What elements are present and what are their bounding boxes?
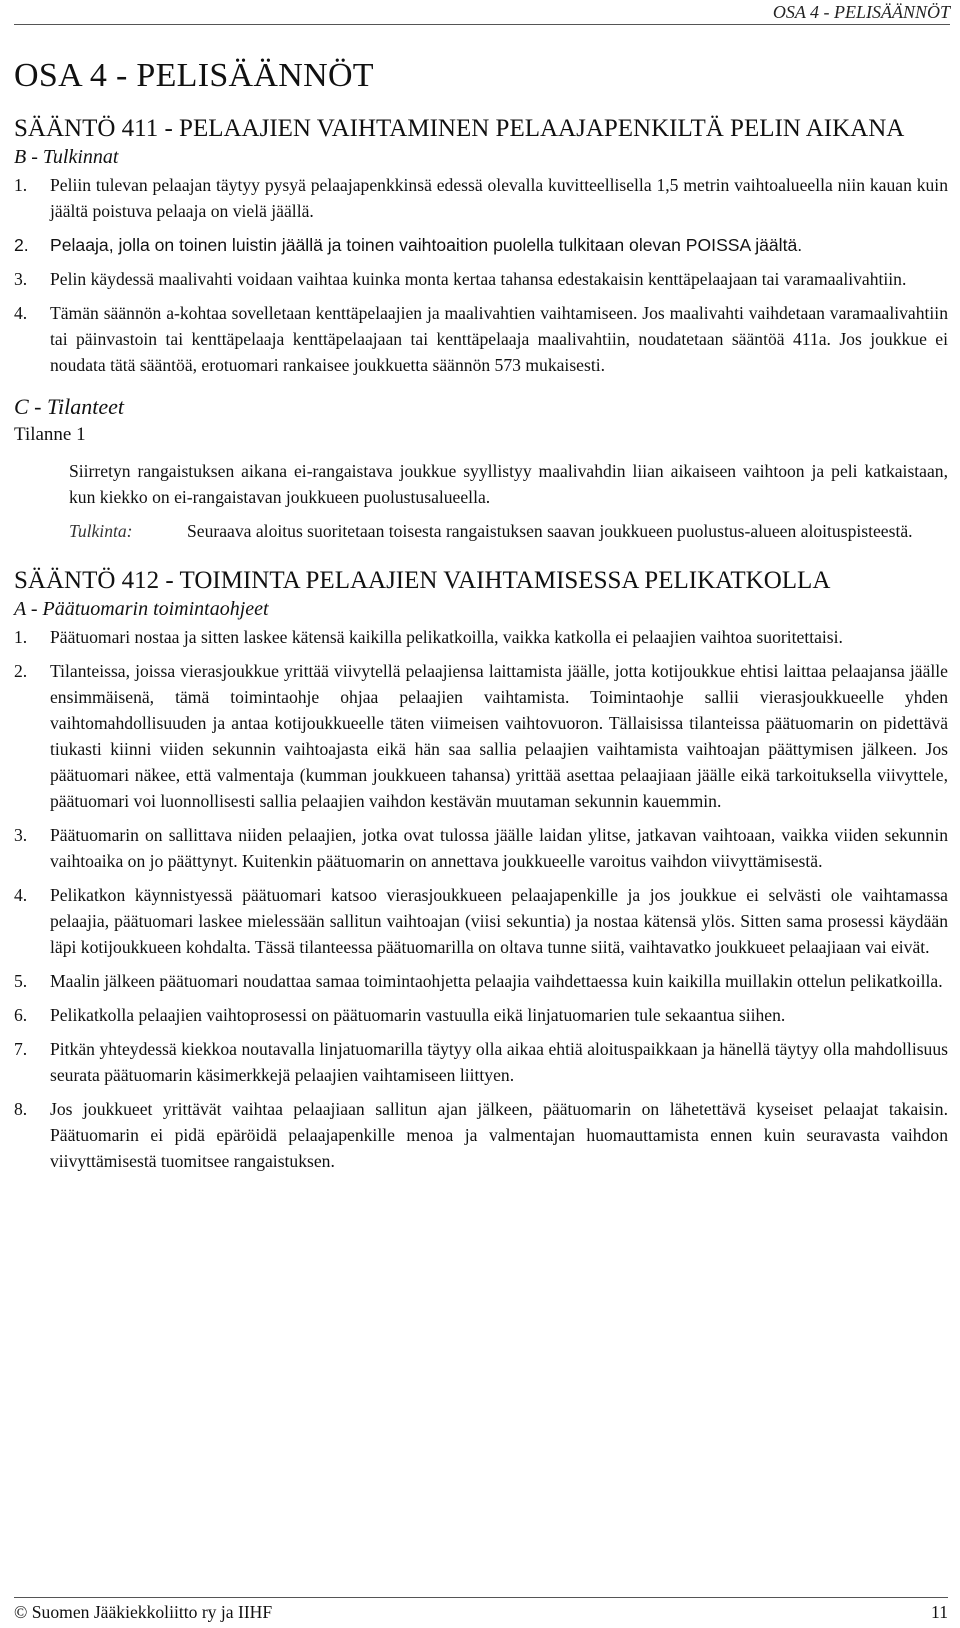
item-number: 8. <box>14 1099 28 1119</box>
section-c-heading: C - Tilanteet <box>14 394 124 419</box>
item-number: 4. <box>14 885 28 905</box>
rule-411-list <box>14 172 948 378</box>
list-item <box>14 968 948 994</box>
item-number: 4. <box>14 303 28 323</box>
rule-412-section <box>14 566 948 1174</box>
item-number: 5. <box>14 971 28 991</box>
interpretation-text: Seuraava aloitus suoritetaan toisesta rangaistuksen saavan joukkueen puolustus-alueen aloituspisteestä. <box>187 521 913 541</box>
item-number: 7. <box>14 1039 28 1059</box>
item-text: Pelin käydessä maalivahti voidaan vaihtaa kuinka monta kertaa tahansa edestakaisin kenttäpelaajaan tai varamaalivahtiin. <box>50 269 907 289</box>
list-item <box>14 266 948 292</box>
section-a-heading: A - Päätuomarin toimintaohjeet <box>14 598 269 620</box>
rule-411-title: SÄÄNTÖ 411 - PELAAJIEN VAIHTAMINEN PELAAJAPENKILTÄ PELIN AIKANA <box>14 115 905 142</box>
item-text: Peliin tulevan pelaajan täytyy pysyä pelaajapenkkinsä edessä olevalla kuvitteellisella 1,5 metrin vaihtoalueella niin kauan kuin jäältä poistuva pelaaja on vielä jäällä. <box>50 175 948 221</box>
list-item <box>14 300 948 378</box>
list-item <box>14 172 948 224</box>
page-content <box>14 56 948 1182</box>
list-item <box>14 882 948 960</box>
part-title: OSA 4 - PELISÄÄNNÖT <box>14 57 374 94</box>
page-number: 11 <box>931 1602 948 1622</box>
item-text: Päätuomarin on sallittava niiden pelaajien, jotka ovat tulossa jäälle laidan ylitse, jatkavan vaihtoaan, vaikka viiden sekunnin vaihtoaika on jo päättynyt. Kuitenkin päätuomarin on annettava joukkueelle varoitus vaihdon viivyttämisestä. <box>50 825 948 871</box>
item-text: Tilanteissa, joissa vierasjoukkue yrittää viivytellä pelaajiensa laittamista jäälle, jotta kotijoukkue ehtisi laittaa pelaajansa jäälle ensimmäisenä, tämä toimintaohje ohjaa pelaajien vaihtamista. Toimintaohje sallii vierasjoukkueelle yhden vaihtomahdollisuuden ja antaa kotijoukkueelle täten viimeisen vaihtovuoron. Tällaisissa tilanteissa päätuomarin on pidettävä tiukasti kiinni viiden sekunnin vaihtoajasta eikä hän saa sallia pelaajien vaihtamista vaihtoajan päättymisen jälkeen. Jos päätuomari näkee, että valmentaja (kumman joukkueen tahansa) yrittää asettaa pelaajiaan jäälle eikä tarkoituksella viivyttele, päätuomari voi luonnollisesti sallia pelaajien vaihdon kestävän muutaman sekunnin kauemmin. <box>50 661 948 811</box>
copyright-text: © Suomen Jääkiekkoliitto ry ja IIHF <box>14 1602 273 1622</box>
item-text: Jos joukkueet yrittävät vaihtaa pelaajiaan sallitun ajan jälkeen, päätuomarin on lähetettävä kyseiset pelaajat takaisin. Päätuomarin ei pidä epäröidä pelaajapenkille menoa ja valmentajan huomauttamista ennen kuin seuravasta vaihdon viivyttämisestä tuomitsee rangaistuksen. <box>50 1099 948 1171</box>
item-number: 6. <box>14 1005 28 1025</box>
item-text: Pelikatkon käynnistyessä päätuomari katsoo vierasjoukkueen pelaajapenkille ja jos joukkue ei selvästi ole vaihtamassa pelaajia, päätuomari laskee mielessään sallitun vaihtoajan (viisi sekuntia) ja nostaa kätensä ylös. Sitten sama prosessi käydään läpi kotijoukkueen kohdalta. Tässä tilanteessa päätuomarilla on oltava tunne siitä, vaihtavatko joukkueet pelaajiaan vai eivät. <box>50 885 948 957</box>
list-item <box>14 822 948 874</box>
item-number: 2. <box>14 661 28 681</box>
item-number: 2. <box>14 235 29 255</box>
list-item <box>14 1002 948 1028</box>
page-footer <box>14 1597 948 1626</box>
item-text: Pitkän yhteydessä kiekkoa noutavalla linjatuomarilla täytyy olla aikaa ehtiä aloituspaikkaan ja hänellä täytyy olla mahdollisuus seurata päätuomarin käsimerkkejä pelaajien vaihtamiseen liittyen. <box>50 1039 948 1085</box>
item-text: Päätuomari nostaa ja sitten laskee kätensä kaikilla pelikatkoilla, vaikka katkolla ei pelaajien vaihtoa suoritettaisi. <box>50 627 843 647</box>
rule-412-list <box>14 624 948 1174</box>
running-header: OSA 4 - PELISÄÄNNÖT <box>14 0 950 25</box>
item-number: 1. <box>14 175 28 195</box>
list-item <box>14 1036 948 1088</box>
interpretation-label: Tulkinta: <box>69 521 133 541</box>
item-number: 3. <box>14 825 28 845</box>
section-b-heading: B - Tulkinnat <box>14 146 119 168</box>
case-text: Siirretyn rangaistuksen aikana ei-rangaistava joukkue syyllistyy maalivahdin liian aikaiseen vaihtoon ja peli katkaistaan, kun kiekko on ei-rangaistavan joukkueen puolustusalueella. <box>69 461 948 507</box>
item-number: 3. <box>14 269 28 289</box>
item-text: Maalin jälkeen päätuomari noudattaa samaa toimintaohjetta pelaajia vaihdettaessa kuin kaikilla muillakin ottelun pelikatkoilla. <box>50 971 943 991</box>
item-number: 1. <box>14 627 28 647</box>
item-text: Pelikatkolla pelaajien vaihtoprosessi on päätuomarin vastuulla eikä linjatuomarien tule sekaantua siihen. <box>50 1005 786 1025</box>
interpretation <box>14 518 948 544</box>
item-text: Pelaaja, jolla on toinen luistin jäällä ja toinen vaihtoaition puolella tulkitaan olevan POISSA jäältä. <box>50 235 803 255</box>
list-item <box>14 624 948 650</box>
list-item <box>14 658 948 814</box>
case-title: Tilanne 1 <box>14 424 86 445</box>
rule-411-section <box>14 114 948 544</box>
rule-412-title: SÄÄNTÖ 412 - TOIMINTA PELAAJIEN VAIHTAMISESSA PELIKATKOLLA <box>14 567 831 594</box>
list-item <box>14 232 948 258</box>
item-text: Tämän säännön a-kohtaa sovelletaan kenttäpelaajien ja maalivahtien vaihtamiseen. Jos maalivahti vaihdetaan varamaalivahtiin tai päinvastoin tai kenttäpelaaja kenttäpelaajaan tai kenttäpelaaja maalivahtiin, noudatetaan sääntöä 411a. Jos joukkue ei noudata tätä sääntöä, erotuomari rankaisee joukkuetta säännön 573 mukaisesti. <box>50 303 948 375</box>
list-item <box>14 1096 948 1174</box>
